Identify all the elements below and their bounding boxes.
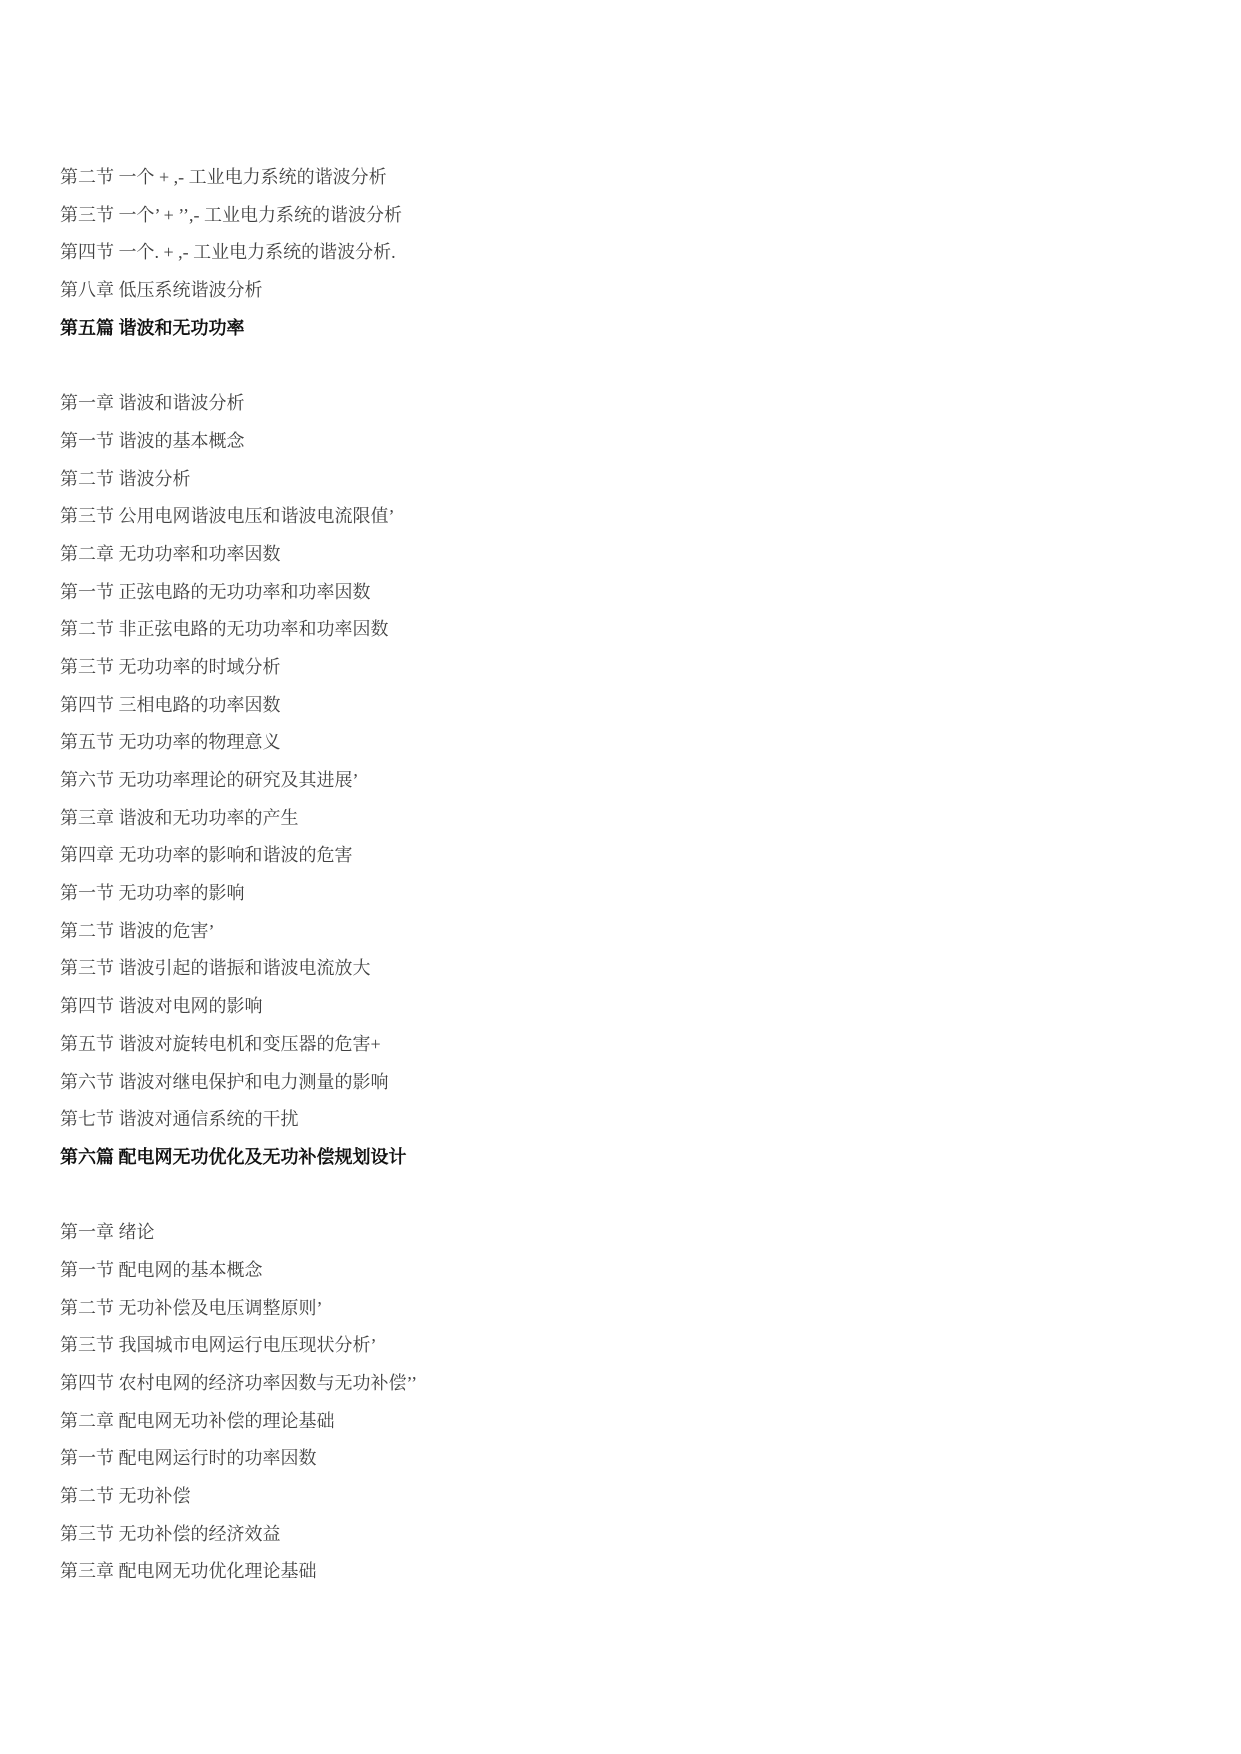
section-title: 第四节 谐波对电网的影响	[60, 996, 263, 1017]
blank-line	[60, 1177, 417, 1215]
section-title: 第四节 三相电路的功率因数	[60, 694, 281, 715]
section-title: 第一节 正弦电路的无功功率和功率因数	[60, 581, 371, 602]
section-title: 第七节 谐波对通信系统的干扰	[60, 1109, 299, 1130]
section-title: 第三节 公用电网谐波电压和谐波电流限值’	[60, 506, 395, 527]
table-of-contents	[60, 159, 417, 1591]
section-title: 第二节 无功补偿	[60, 1486, 191, 1507]
section-title: 第二节 谐波的危害’	[60, 920, 215, 941]
section-title: 第六节 谐波对继电保护和电力测量的影响	[60, 1071, 389, 1092]
part-heading: 第五篇 谐波和无功功率	[60, 317, 245, 338]
section-title: 第四节 农村电网的经济功率因数与无功补偿’’	[60, 1373, 418, 1393]
chapter-title: 第一章 谐波和谐波分析	[60, 393, 245, 414]
section-title: 第三节 一个’ + ’’,- 工业电力系统的谐波分析	[60, 204, 402, 225]
section-title: 第一节 配电网的基本概念	[60, 1259, 263, 1280]
chapter-title: 第八章 低压系统谐波分析	[60, 280, 263, 301]
section-title: 第一节 无功功率的影响	[60, 883, 245, 904]
section-title: 第三节 谐波引起的谐振和谐波电流放大	[60, 958, 371, 979]
section-title: 第三节 我国城市电网运行电压现状分析’	[60, 1335, 377, 1356]
section-title: 第四节 一个. + ,- 工业电力系统的谐波分析.	[60, 242, 396, 263]
chapter-title: 第二章 配电网无功补偿的理论基础	[60, 1410, 335, 1431]
section-title: 第二节 非正弦电路的无功功率和功率因数	[60, 619, 389, 640]
section-title: 第三节 无功功率的时域分析	[60, 656, 281, 677]
section-title: 第二节 一个 + ,- 工业电力系统的谐波分析	[60, 167, 387, 187]
chapter-title: 第三章 配电网无功优化理论基础	[60, 1561, 317, 1582]
section-title: 第二节 谐波分析	[60, 468, 191, 489]
chapter-title: 第一章 绪论	[60, 1222, 155, 1243]
blank-line	[60, 347, 417, 385]
section-title: 第五节 谐波对旋转电机和变压器的危害+	[60, 1033, 381, 1054]
section-title: 第二节 无功补偿及电压调整原则’	[60, 1297, 323, 1318]
chapter-title: 第二章 无功功率和功率因数	[60, 543, 281, 564]
chapter-title: 第三章 谐波和无功功率的产生	[60, 807, 299, 828]
part-heading: 第六篇 配电网无功优化及无功补偿规划设计	[60, 1146, 407, 1167]
section-title: 第六节 无功功率理论的研究及其进展’	[60, 770, 359, 790]
section-title: 第一节 配电网运行时的功率因数	[60, 1448, 317, 1469]
section-title: 第五节 无功功率的物理意义	[60, 732, 281, 753]
chapter-title: 第四章 无功功率的影响和谐波的危害	[60, 845, 353, 866]
section-title: 第一节 谐波的基本概念	[60, 430, 245, 451]
section-title: 第三节 无功补偿的经济效益	[60, 1523, 281, 1544]
